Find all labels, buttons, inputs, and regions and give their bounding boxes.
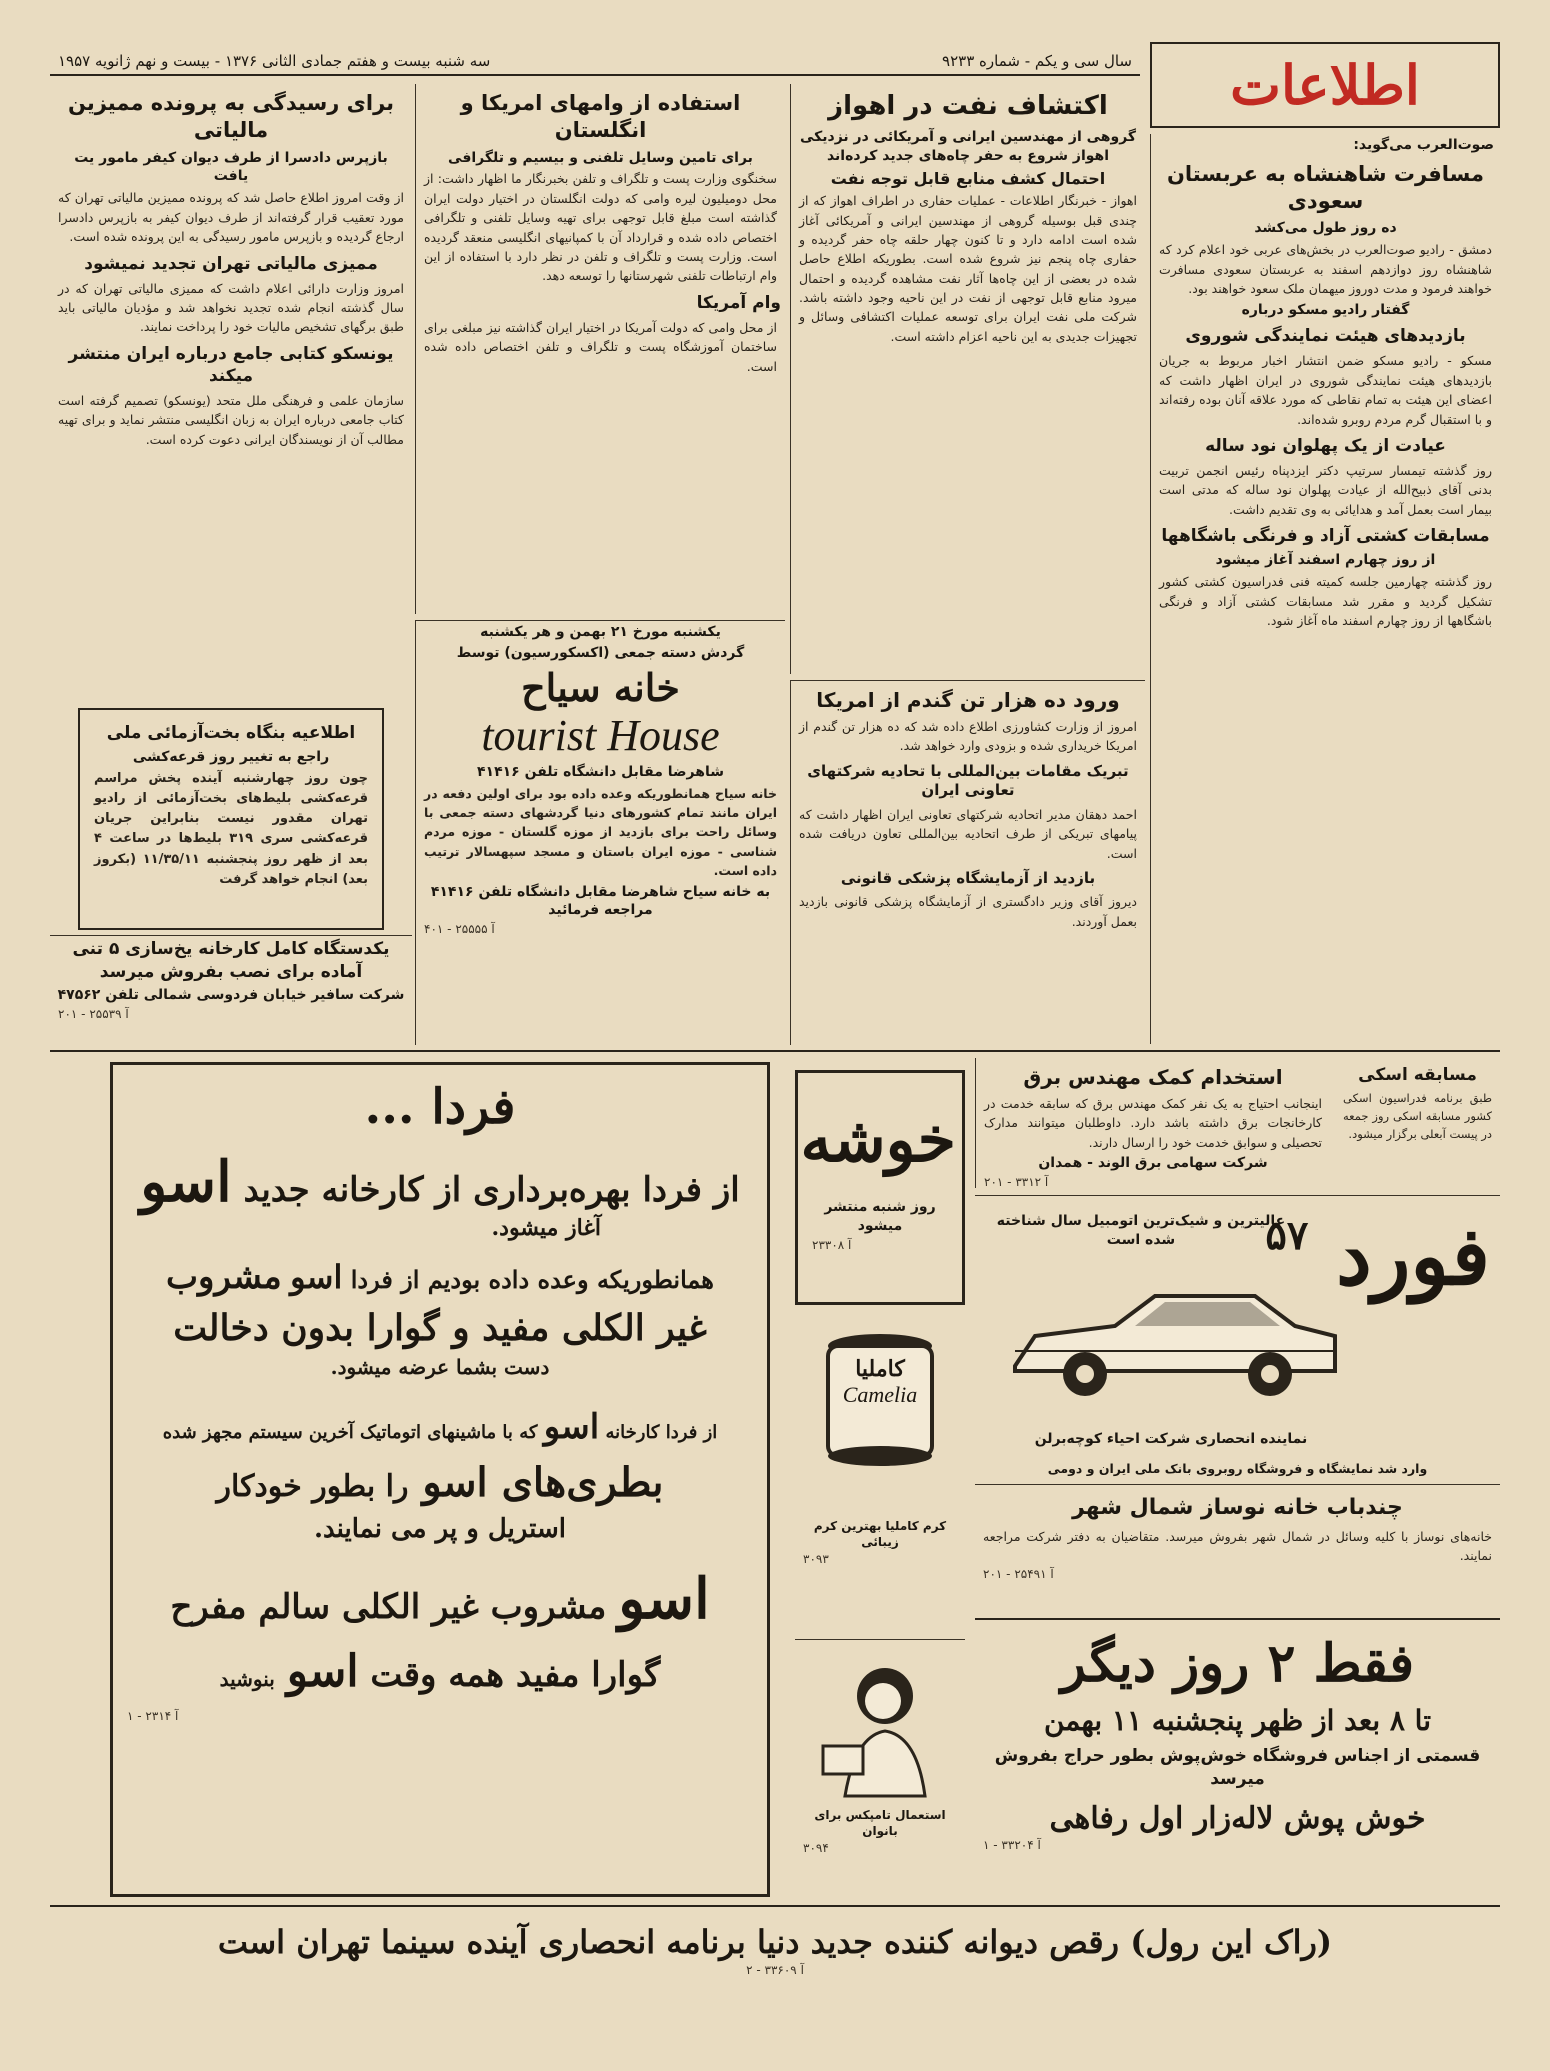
- news-subheadline: گروهی از مهندسین ایرانی و آمریکائی در نزدیکی اهواز شروع به حفر چاه‌های جدید کرده‌اند: [799, 128, 1137, 164]
- news-body: سازمان علمی و فرهنگی ملل متحد (یونسکو) تصمیم گرفته است کتاب جامعی درباره ایران به زبان انگلیسی منتشر نماید و برای تهیه مطالب آن از نویسندگان ایرانی دعوت کرده است.: [58, 392, 404, 447]
- esso-line-text: که با ماشینهای اتوماتیک آخرین سیستم مجهز شده: [162, 1422, 538, 1443]
- news-subheadline: از روز چهارم اسفند آغاز میشود: [1215, 552, 1436, 569]
- news-headline: ممیزی مالیاتی تهران تجدید نمیشود: [84, 253, 378, 274]
- tour-address: شاهرضا مقابل دانشگاه تلفن ۴۱۴۱۶: [476, 763, 724, 780]
- sale-title: فقط ۲ روز دیگر: [1060, 1633, 1415, 1694]
- sale-line: قسمتی از اجناس فروشگاه خوش‌پوش بطور حراج بفروش میرسد: [994, 1746, 1481, 1789]
- news-headline: بازدیدهای هیئت نمایندگی شوروی: [1185, 326, 1466, 347]
- news-headline: اکتشاف نفت در اهواز: [828, 91, 1108, 121]
- ad-reference: آ ۳۳۲۰۴ - ۱: [983, 1837, 1041, 1852]
- camelia-ad: [795, 1310, 965, 1640]
- masthead: [1150, 42, 1500, 128]
- news-body: دمشق - رادیو صوت‌العرب در بخش‌های عربی خود اعلام کرد که شاهنشاه روز دوازدهم اسفند به عربستان سعودی مسافرت خواهند فرمود و مدت دوروز میهمان ملک سعود خواهند بود.: [1159, 242, 1492, 297]
- ford-agent: نماینده انحصاری شرکت احیاء کوچه‌برلن: [1034, 1431, 1308, 1447]
- ford-ad: [975, 1195, 1500, 1485]
- lottery-body: چون روز چهارشنبه آینده پخش مراسم قرعه‌کشی بلیط‌های بخت‌آزمائی از رادیو تهران مقدور نیست بنابراین جریان قرعه‌کشی سری ۳۱۹ بلیط‌ها در ساعت ۴ بعد از ظهر روز پنجشنبه ۱۱/۳۵/۱۱ (بکروز بعد) انجام خواهد گرفت: [94, 770, 369, 887]
- tour-footer: به خانه سیاح شاهرضا مقابل دانشگاه تلفن ۴۱۴۱۶ مراجعه فرمائید: [430, 883, 771, 919]
- news-body: امروز از وزارت کشاورزی اطلاع داده شد که ده هزار تن گندم از امریکا خریداری شده و بزودی وارد خواهد شد.: [799, 719, 1137, 754]
- news-body: اهواز - خبرنگار اطلاعات - عملیات حفاری در اطراف اهواز که از چندی قبل بوسیله گروهی از مهندسین ایرانی و آمریکائی آغاز شده است ادامه دارد و تا کنون چهار حلقه چاه حفر گردیده و حفاری چاه پنجم نیز شروع شده است. بطوریکه اطلاع حاصل شده در بعضی از این چاه‌ها آثار نفت مشاهده گردیده و احتمال میرود منابع قابل توجهی از نفت در این ناحیه وجود داشته باشد. شرکت ملی نفت ایران برای توسعه عملیات اکتشافی وسائل و تجهیزات جدیدی به این ناحیه اعزام داشته است.: [799, 193, 1137, 344]
- esso-line-text: را بطور خودکار: [216, 1469, 409, 1504]
- news-headline: استفاده از وامهای امریکا و انگلستان: [460, 91, 741, 143]
- news-body: روز گذشته چهارمین جلسه کمیته فنی فدراسیون کشتی کشور تشکیل گردید و مقرر شد مسابقات کشتی آزاد و فرنگی باشگاهها از روز چهارم اسفند ماه آغاز شود.: [1159, 574, 1492, 628]
- ford-model: ۵۷: [1265, 1212, 1309, 1259]
- ad-reference: آ ۲۳۳۰۸: [812, 1237, 852, 1252]
- ad-reference: آ ۲۵۵۵۵ - ۴۰۱: [424, 922, 495, 937]
- tourist-house-ad: [415, 620, 785, 1045]
- news-body: مسکو - رادیو مسکو ضمن انتشار اخبار مربوط به جریان بازدیدهای هیئت نمایندگی شوروی در ایران اظهار داشت که اعضای این هیئت به تمام نقاطی که مورد علاقه آنان بوده رفته‌اند و با استقبال گرم مردم روبرو شده‌اند.: [1159, 353, 1492, 427]
- engineer-title: استخدام کمک مهندس برق: [1023, 1065, 1283, 1089]
- news-subheadline: بازپرس دادسرا از طرف دیوان کیفر مامور یت یافت: [74, 149, 388, 185]
- camelia-brand-en: Camelia: [842, 1382, 918, 1407]
- esso-line: [119, 1646, 761, 1697]
- news-headline: مسابقات کشتی آزاد و فرنگی باشگاهها: [1161, 526, 1490, 547]
- esso-line-text: بنوشید: [219, 1667, 275, 1691]
- news-body: احمد دهقان مدیر اتحادیه شرکتهای تعاونی ایران اظهار داشت که پیامهای تبریکی از طرف اتحادیه بین‌المللی تعاون دریافت شده است.: [799, 806, 1137, 861]
- date-line: [50, 48, 1140, 76]
- esso-line-text: از فردا کارخانه: [605, 1422, 718, 1443]
- news-headline: مسابقه اسکی: [1358, 1065, 1477, 1085]
- news-body: از وقت امروز اطلاع حاصل شد که پرونده ممیزین مالیاتی تهران که مورد تعقیب قرار گرفته‌اند از طرف دیوان کیفر به بازپرس دادسرا ارجاع گردیده و بازپرس مامور رسیدگی به این پرونده شده است.: [58, 190, 404, 245]
- esso-line: غیر الکلی مفید و گوارا بدون دخالت: [173, 1307, 707, 1349]
- masthead-title: اطلاعات: [1230, 53, 1420, 117]
- ad-reference: آ ۲۵۴۹۱ - ۲۰۱: [983, 1567, 1054, 1582]
- column-wheat: [790, 680, 1145, 1045]
- esso-brand: اسو: [140, 1149, 232, 1215]
- ford-footer: وارد شد نمایشگاه و فروشگاه روبروی بانک ملی ایران و دومی: [1047, 1461, 1428, 1477]
- esso-line-text: مشروب: [166, 1257, 282, 1297]
- house-body: خانه‌های نوساز با کلیه وسائل در شمال شهر بفروش میرسد. متقاضیان به دفتر شرکت مراجعه نمایند.: [983, 1528, 1492, 1563]
- news-subheadline: احتمال کشف منابع قابل توجه نفت: [830, 168, 1106, 188]
- news-headline: ورود ده هزار تن گندم از امریکا: [816, 688, 1120, 712]
- esso-brand: اسو: [543, 1407, 600, 1447]
- news-body: امروز وزارت دارائی اعلام داشت که ممیزی مالیاتی تهران که در سال گذشته انجام شده تجدید نخواهد شد و مؤدیان مالیاتی باید طبق برگهای تشخیص مالیات خود را پرداخت نمایند.: [58, 280, 404, 335]
- ice-factory-ad: [50, 935, 412, 1035]
- news-headline: یونسکو کتابی جامع درباره ایران منتشر میکند: [68, 343, 394, 386]
- esso-line: [119, 1257, 761, 1297]
- news-kicker: صوت‌العرب می‌گوید:: [1353, 137, 1494, 153]
- ad-reference: ۳۰۹۳: [803, 1552, 829, 1567]
- ad-reference: آ ۲۵۵۳۹ - ۲۰۱: [58, 1006, 129, 1021]
- khousheh-ad: [795, 1070, 965, 1305]
- camelia-brand: کاملیا: [855, 1356, 905, 1382]
- cinema-ad: [50, 1905, 1500, 1995]
- esso-brand: اسو: [422, 1459, 488, 1506]
- tampax-ad: [795, 1645, 965, 1895]
- khousheh-subtitle: روز شنبه منتشر میشود: [824, 1199, 936, 1234]
- news-headline: برای رسیدگی به پرونده ممیزین مالیاتی: [67, 91, 395, 143]
- lottery-notice: [78, 708, 384, 930]
- news-subheadline: ده روز طول می‌کشد: [1254, 220, 1397, 237]
- sale-line: تا ۸ بعد از ظهر پنجشنبه ۱۱ بهمن: [1043, 1704, 1432, 1737]
- tour-intro: گردش دسته جمعی (اکسکورسیون) توسط: [456, 644, 745, 661]
- ad-reference: آ ۳۳۶۰۹ - ۲: [746, 1963, 804, 1977]
- tour-body: خانه سیاح همانطوریکه وعده داده بود برای اولین دفعه در ایران مانند تمام کشورهای دنیا گردشهای دسته جمعی با وسائل راحت برای بازدید از موزه گلستان - موزه مردم شناسی - موزه ایران باستان و مسجد سپهسالار ترتیب داده است.: [424, 785, 777, 879]
- news-headline: تبریک مقامات بین‌المللی با تحادیه شرکتهای تعاونی ایران: [807, 761, 1129, 800]
- esso-line: استریل و پر می نمایند.: [313, 1514, 567, 1544]
- house-ad: [975, 1488, 1500, 1620]
- news-body: از محل وامی که دولت آمریکا در اختیار ایران گذاشته نیز مبلغی برای ساختمان آموزشگاه پست و تلگراف و تلفن اختصاص داده شده است.: [424, 319, 777, 374]
- esso-line: [119, 1407, 761, 1447]
- esso-line-text: گوارا مفید همه وقت: [370, 1655, 661, 1695]
- news-subhead: وام آمریکا: [696, 292, 781, 313]
- cinema-text: (راک این رول) رقص دیوانه کننده جدید دنیا برنامه انحصاری آینده سینما تهران است: [217, 1923, 1333, 1961]
- sale-store: خوش پوش لاله‌زار اول رفاهی: [1049, 1800, 1426, 1836]
- esso-line-text: از فردا بهره‌برداری از کارخانه جدید: [243, 1170, 740, 1210]
- woman-illustration-icon: [805, 1651, 955, 1801]
- news-body: دیروز آقای وزیر دادگستری از آزمایشگاه پزشکی قانونی بازدید بعمل آوردند.: [799, 894, 1137, 929]
- engineer-company: شرکت سهامی برق الوند - همدان: [1038, 1155, 1268, 1172]
- column-tax: [50, 84, 412, 704]
- khousheh-title: خوشه: [800, 1103, 956, 1176]
- issue-date: سه شنبه بیست و هفتم جمادی الثانی ۱۳۷۶ - بیست و نهم ژانویه ۱۹۵۷: [58, 52, 491, 70]
- sale-ad: [975, 1625, 1500, 1895]
- ad-reference: آ ۲۳۱۴ - ۱: [127, 1709, 179, 1723]
- esso-line: [119, 1149, 761, 1215]
- tampax-caption: استعمال تامپکس برای بانوان: [814, 1808, 946, 1839]
- news-headline: مسافرت شاهنشاه به عربستان سعودی: [1166, 161, 1485, 214]
- ford-slogan: عالیترین و شیک‌ترین اتومبیل سال شناخته شده است: [996, 1213, 1286, 1248]
- esso-line: آغاز میشود.: [491, 1215, 601, 1241]
- tour-date: یکشنبه مورخ ۲۱ بهمن و هر یکشنبه: [480, 624, 721, 640]
- ice-factory-address: شرکت سافیر خیابان فردوسی شمالی تلفن ۴۷۵۶۲: [57, 986, 405, 1003]
- news-body: روز گذشته تیمسار سرتیپ دکتر ایزدپناه رئیس انجمن تربیت بدنی آقای ذبیح‌الله از عیادت پهلوان نود ساله که مدتی است بیمار است بعمل آمد و هدایائی به وی تقدیم داشت.: [1159, 463, 1492, 517]
- news-body: طبق برنامه فدراسیون اسکی کشور مسابقه اسکی روز جمعه در پیست آبعلی برگزار میشود.: [1343, 1091, 1492, 1141]
- section-divider: [50, 1050, 1500, 1052]
- esso-ad: [110, 1062, 770, 1897]
- ad-reference: ۳۰۹۴: [803, 1841, 829, 1856]
- news-kicker: گفتار رادیو مسکو درباره: [1241, 301, 1410, 318]
- engineer-ad: [975, 1058, 1330, 1188]
- esso-title: فردا ...: [364, 1079, 516, 1135]
- esso-line-text: همانطوریکه وعده داده بودیم از فردا: [350, 1265, 714, 1294]
- tour-title-en: tourist House: [481, 710, 720, 760]
- ford-brand: فورد: [1336, 1209, 1490, 1303]
- engineer-body: اینجانب احتیاج به یک نفر کمک مهندس برق که سابقه خدمت در کارخانجات برق داشته باشد دارد. داوطلبان میتوانند مدارک تحصیلی و سوابق خدمت خود را ارسال دارند.: [984, 1096, 1322, 1150]
- esso-line: [119, 1459, 761, 1506]
- ice-factory-line: یکدستگاه کامل کارخانه یخ‌سازی ۵ تنی آماده برای نصب بفروش میرسد: [72, 939, 390, 982]
- news-headline: بازدید از آزمایشگاه پزشکی قانونی: [840, 868, 1096, 887]
- car-illustration-icon: [1005, 1256, 1345, 1416]
- esso-line: [119, 1566, 761, 1632]
- news-headline: عیادت از یک پهلوان نود ساله: [1205, 435, 1446, 456]
- column-oil: [790, 84, 1145, 674]
- esso-brand: اسو: [290, 1258, 343, 1296]
- esso-brand: اسو: [618, 1566, 710, 1632]
- column-right: [1150, 134, 1500, 1044]
- camelia-caption: کرم کاملیا بهترین کرم زیبائی: [813, 1519, 947, 1550]
- house-title: چندباب خانه نوساز شمال شهر: [1072, 1495, 1403, 1520]
- esso-line-text: مشروب غیر الکلی سالم مفرح: [170, 1587, 607, 1627]
- column-loans: [415, 84, 785, 614]
- lottery-title: اطلاعیه بنگاه بخت‌آزمائی ملی: [106, 723, 356, 743]
- issue-number: سال سی و یکم - شماره ۹۲۳۳: [942, 52, 1132, 70]
- esso-line-text: بطری‌های: [501, 1459, 664, 1506]
- news-body: سخنگوی وزارت پست و تلگراف و تلفن بخبرنگار ما اظهار داشت: از محل دومیلیون لیره وامی که دولت انگلستان در اختیار دولت ایران گذاشته است مبلغ قابل توجهی برای تهیه وسایل تلفنی و تلگرافی اختصاص داده شده و قرارداد آن با کمپانیهای انگلیسی منعقد گردیده است. وزارت پست و تلگراف و تلفن در نظر دارد با استفاده از این وام ارتباطات تلفنی شهرستانها را توسعه دهد.: [424, 171, 777, 284]
- news-subheadline: برای تامین وسایل تلفنی و بیسیم و تلگرافی: [448, 149, 753, 166]
- tour-title: خانه سیاح: [521, 664, 680, 710]
- esso-brand: اسو: [286, 1646, 359, 1697]
- esso-line: دست بشما عرضه میشود.: [330, 1355, 550, 1379]
- ad-reference: آ ۳۳۱۲ - ۲۰۱: [984, 1175, 1049, 1188]
- ski-news: [1335, 1058, 1500, 1188]
- lottery-subtitle: راجع به تغییر روز قرعه‌کشی: [132, 749, 330, 766]
